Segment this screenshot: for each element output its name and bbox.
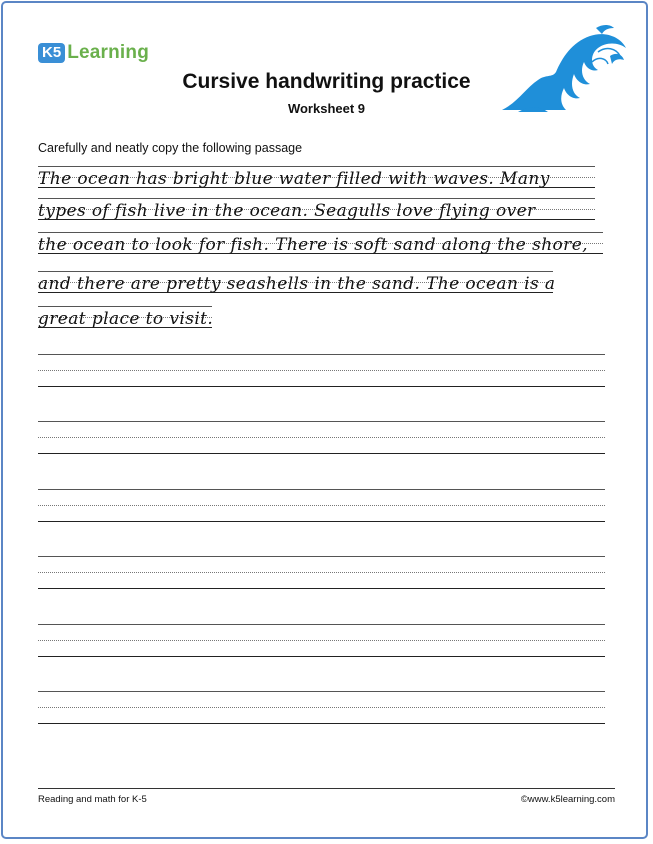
footer-divider xyxy=(38,788,615,789)
footer-tagline: Reading and math for K-5 xyxy=(38,794,147,805)
logo-wordmark: Learning xyxy=(67,42,150,63)
passage-line: the ocean to look for fish. There is soft sand along the shore, xyxy=(38,235,588,255)
practice-top-line xyxy=(38,421,605,422)
practice-base-line xyxy=(38,588,605,589)
guide-top-line xyxy=(38,306,212,307)
practice-base-line xyxy=(38,656,605,657)
practice-base-line xyxy=(38,723,605,724)
practice-mid-line xyxy=(38,505,605,506)
guide-top-line xyxy=(38,198,595,199)
practice-base-line xyxy=(38,521,605,522)
practice-mid-line xyxy=(38,437,605,438)
guide-top-line xyxy=(38,271,553,272)
passage-line: and there are pretty seashells in the sand. The ocean is a xyxy=(38,274,556,294)
practice-top-line xyxy=(38,691,605,692)
passage-line: great place to visit. xyxy=(38,309,214,329)
practice-top-line xyxy=(38,556,605,557)
practice-top-line xyxy=(38,624,605,625)
guide-top-line xyxy=(38,166,595,167)
practice-mid-line xyxy=(38,707,605,708)
practice-top-line xyxy=(38,354,605,355)
logo-mark: K5 xyxy=(38,43,65,63)
practice-base-line xyxy=(38,453,605,454)
instructions: Carefully and neatly copy the following passage xyxy=(38,141,303,155)
passage-line: types of fish live in the ocean. Seagulls love flying over xyxy=(38,201,536,221)
page-title: Cursive handwriting practice xyxy=(182,70,471,93)
practice-mid-line xyxy=(38,572,605,573)
practice-top-line xyxy=(38,489,605,490)
footer-website-link[interactable]: ©www.k5learning.com xyxy=(520,794,615,805)
passage-line: The ocean has bright blue water filled with waves. Many xyxy=(38,169,550,189)
k5-learning-logo xyxy=(38,40,149,66)
practice-base-line xyxy=(38,386,605,387)
guide-top-line xyxy=(38,232,603,233)
worksheet-number: Worksheet 9 xyxy=(287,101,366,116)
practice-mid-line xyxy=(38,370,605,371)
page-border xyxy=(1,1,648,839)
practice-mid-line xyxy=(38,640,605,641)
